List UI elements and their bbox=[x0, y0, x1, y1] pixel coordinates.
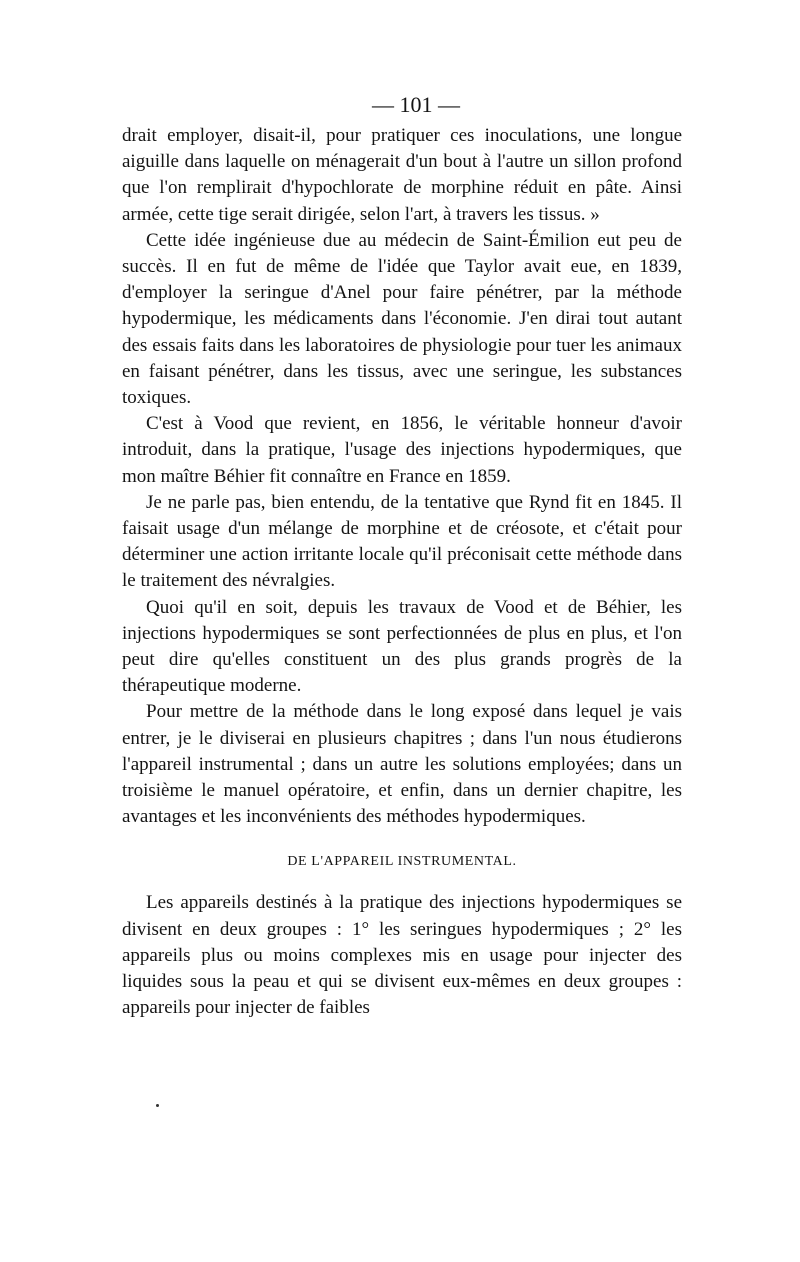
paragraph-rynd: Je ne parle pas, bien entendu, de la tentative que Rynd fit en 1845. Il faisait usage d'un mélange de morphine et de créosote, et c'était pour déterminer une action irritante locale qu'il préconisait cette méthode dans le traitement des névralgies. bbox=[122, 491, 682, 592]
paragraph-progress: Quoi qu'il en soit, depuis les travaux de Vood et de Béhier, les injections hypodermiques se sont perfectionnées de plus en plus, et l'on peut dire qu'elles constituent un des plus grands progrès de la thérapeutique moderne. bbox=[122, 596, 682, 697]
print-speck bbox=[156, 1104, 159, 1107]
section-heading: DE L'APPAREIL INSTRUMENTAL. bbox=[287, 854, 517, 870]
book-page bbox=[122, 88, 682, 1022]
paragraph-saint-emilion: Cette idée ingénieuse due au médecin de Saint-Émilion eut peu de succès. Il en fut de même de l'idée que Taylor avait eue, en 1839, d'employer la seringue d'Anel pour faire pénétrer, par la méthode hypodermique, les médicaments dans l'économie. J'en dirai tout autant des essais faits dans les laboratoires de physiologie pour tuer les animaux en faisant pénétrer, dans les tissus, avec une seringue, les substances toxiques. bbox=[122, 229, 682, 409]
paragraph-continuation: drait employer, disait-il, pour pratiquer ces inoculations, une longue aiguille dans laquelle on ménagerait d'un bout à l'autre un sillon profond que l'on remplirait d'hypochlorate de morphine réduit en pâte. Ainsi armée, cette tige serait dirigée, selon l'art, à travers les tissus. » bbox=[122, 125, 682, 225]
page-number: — 101 — bbox=[372, 92, 460, 117]
paragraph-vood: C'est à Vood que revient, en 1856, le véritable honneur d'avoir introduit, dans la pratique, l'usage des injections hypodermiques, que mon maître Béhier fit connaître en France en 1859. bbox=[122, 413, 682, 487]
paragraph-plan: Pour mettre de la méthode dans le long exposé dans lequel je vais entrer, je le diviserai en plusieurs chapitres ; dans l'un nous étudierons l'appareil instrumental ; dans un autre les solutions employées; dans un troisième le manuel opératoire, et enfin, dans un dernier chapitre, les avantages et les inconvénients des méthodes hypodermiques. bbox=[122, 701, 682, 828]
paragraph-appareils: Les appareils destinés à la pratique des injections hypodermiques se divisent en deux groupes : 1° les seringues hypodermiques ; 2° les appareils plus ou moins complexes mis en usage pour injecter des liquides sous la peau et qui se divisent eux-mêmes en deux groupes : appareils pour injecter de faibles bbox=[122, 892, 682, 1019]
